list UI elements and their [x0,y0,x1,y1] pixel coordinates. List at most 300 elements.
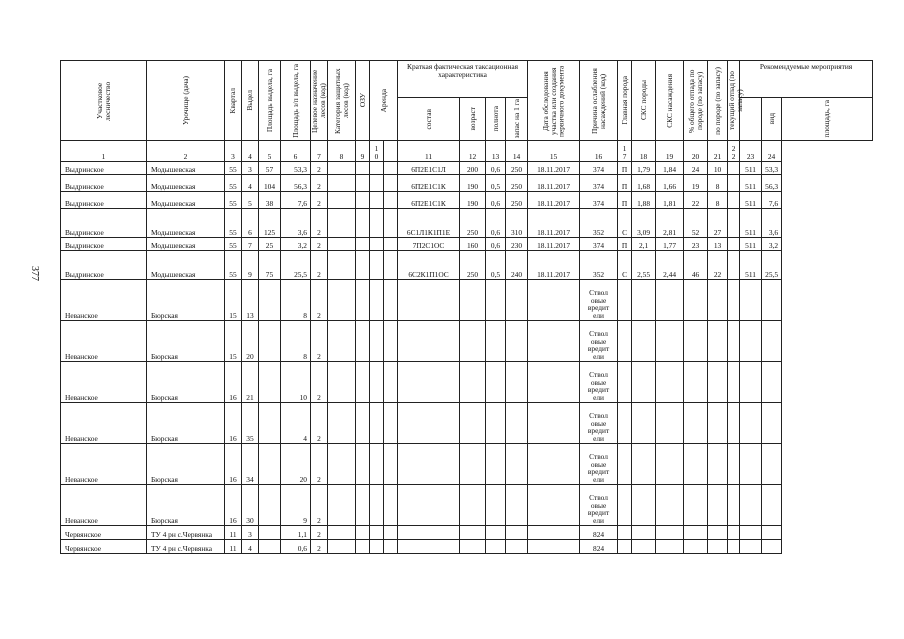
cell-c10b [384,162,398,175]
cell-c10b [384,209,398,238]
cell-c17: П [618,162,632,175]
header-vozrast: возраст [460,98,486,141]
cell-c7: 2 [311,485,328,526]
cell-c17 [618,403,632,444]
cell-c14: 310 [506,209,528,238]
cell-c15 [528,485,580,526]
cell-c9 [356,238,370,251]
column-number: 20 [684,141,708,162]
forest-pathology-table [60,60,873,554]
cell-c10 [370,444,384,485]
cell-c20: 23 [684,238,708,251]
table-row [61,321,873,362]
header-sks-porody: СКС породы [632,61,656,141]
cell-c19 [656,540,684,554]
cell-c6: 10 [281,362,311,403]
header-arenda: Аренда [370,61,398,141]
column-number: 19 [656,141,684,162]
cell-c21 [708,362,728,403]
cell-c9 [356,251,370,280]
cell-c20 [684,485,708,526]
cell-c9 [356,175,370,192]
cell-c24: 25,5 [762,251,782,280]
cell-c9 [356,192,370,209]
cell-c13 [486,540,506,554]
cell-c13: 0,6 [486,209,506,238]
cell-c6: 4 [281,403,311,444]
column-number: 16 [580,141,618,162]
cell-c21 [708,485,728,526]
cell-c3: 55 [225,238,242,251]
cell-c10 [370,526,384,540]
cell-c18 [632,403,656,444]
cell-c10 [370,485,384,526]
cell-c13 [486,280,506,321]
cell-c5: 38 [259,192,281,209]
cell-c5 [259,485,281,526]
cell-c16: 374 [580,162,618,175]
cell-c16: 824 [580,540,618,554]
cell-c10 [370,238,384,251]
header-vid: вид [762,98,782,141]
cell-c16: 374 [580,175,618,192]
cell-c5: 125 [259,209,281,238]
cell-c3: 11 [225,526,242,540]
cell-c21: 27 [708,209,728,238]
cell-c20 [684,362,708,403]
cell-c3: 55 [225,162,242,175]
cell-c18 [632,485,656,526]
cell-c24: 7,6 [762,192,782,209]
cell-c20: 52 [684,209,708,238]
table-header [61,61,873,162]
cell-c2: Модышевская [147,175,225,192]
cell-c21: 8 [708,192,728,209]
cell-c18 [632,321,656,362]
cell-c14 [506,362,528,403]
cell-c14 [506,485,528,526]
cell-c6: 56,3 [281,175,311,192]
cell-c4: 9 [242,251,259,280]
cell-c4: 3 [242,162,259,175]
header-porody: Главная порода [618,61,632,141]
cell-c1: Неванское [61,485,147,526]
cell-c23 [740,526,762,540]
cell-c15 [528,526,580,540]
cell-c12: 250 [460,209,486,238]
cell-c23 [740,540,762,554]
cell-c11 [398,362,460,403]
cell-c20 [684,403,708,444]
cell-c24: 53,3 [762,162,782,175]
cell-c10 [370,209,384,238]
cell-c12 [460,362,486,403]
cell-c19 [656,403,684,444]
cell-c9 [356,162,370,175]
cell-c4: 21 [242,362,259,403]
cell-c3: 15 [225,280,242,321]
cell-c3: 55 [225,251,242,280]
cell-c5: 57 [259,162,281,175]
cell-c22 [728,280,740,321]
column-number: 1 [61,141,147,162]
header-ploshad-zp: Площадь з/п выдела, га [281,61,311,141]
cell-c12: 160 [460,238,486,251]
cell-c21 [708,540,728,554]
cell-c15 [528,321,580,362]
cell-c24 [762,321,782,362]
cell-c19: 2,44 [656,251,684,280]
cell-c7: 2 [311,175,328,192]
cell-c6: 8 [281,321,311,362]
cell-c18 [632,444,656,485]
cell-c17 [618,444,632,485]
column-number: 8 [328,141,356,162]
table-row [61,209,873,238]
cell-c19 [656,321,684,362]
cell-c18 [632,280,656,321]
cell-c6: 7,6 [281,192,311,209]
cell-c10 [370,321,384,362]
table-row [61,162,873,175]
cell-c8 [328,362,356,403]
cell-c8 [328,444,356,485]
cell-c24 [762,280,782,321]
cell-c3: 16 [225,403,242,444]
cell-c11 [398,321,460,362]
cell-c4: 3 [242,526,259,540]
cell-c1: Неванское [61,321,147,362]
column-number: 14 [506,141,528,162]
cell-c18: 1,68 [632,175,656,192]
cell-c16: Ствол овые вредит ели [580,444,618,485]
cell-c3: 11 [225,540,242,554]
cell-c4: 34 [242,444,259,485]
cell-c8 [328,403,356,444]
cell-c5 [259,526,281,540]
cell-c13 [486,362,506,403]
table-body [61,162,873,554]
cell-c5 [259,280,281,321]
cell-c5 [259,444,281,485]
column-number: 13 [486,141,506,162]
header-zapas: запас на 1 га [506,98,528,141]
cell-c10b [384,526,398,540]
cell-c6: 1,1 [281,526,311,540]
cell-c13 [486,526,506,540]
cell-c22 [728,175,740,192]
cell-c22 [728,362,740,403]
cell-c17: С [618,251,632,280]
cell-c19: 1,66 [656,175,684,192]
cell-c12 [460,321,486,362]
cell-c8 [328,321,356,362]
cell-c22 [728,444,740,485]
cell-c13 [486,321,506,362]
header-data-obsled: Дата обследования участка или создания первичного документа [528,61,580,141]
cell-c23 [740,403,762,444]
cell-c17 [618,485,632,526]
cell-c11: 6С1Л1К1П1Е [398,209,460,238]
header-procent-otpada: % общего отпада по породе (по запасу) [684,61,708,141]
cell-c1: Червянское [61,540,147,554]
cell-c23: 511 [740,251,762,280]
cell-c24: 56,3 [762,175,782,192]
cell-c10b [384,444,398,485]
cell-c16: 374 [580,238,618,251]
cell-c23: 511 [740,238,762,251]
cell-c24 [762,403,782,444]
cell-c7: 2 [311,251,328,280]
page-number: 377 [29,266,40,281]
cell-c24 [762,526,782,540]
cell-c18 [632,526,656,540]
column-number-row [61,141,873,162]
cell-c1: Неванское [61,444,147,485]
cell-c10 [370,280,384,321]
cell-c3: 16 [225,362,242,403]
header-polnota: полнота [486,98,506,141]
cell-c10b [384,238,398,251]
table-row [61,444,873,485]
cell-c11: 6П2Е1С1К [398,175,460,192]
table-row [61,485,873,526]
cell-c12 [460,485,486,526]
cell-c7: 2 [311,162,328,175]
cell-c21 [708,526,728,540]
cell-c6: 20 [281,444,311,485]
cell-c13 [486,403,506,444]
cell-c16: 352 [580,251,618,280]
cell-c6: 53,3 [281,162,311,175]
cell-c4: 5 [242,192,259,209]
header-kategoriya: Категория защитных лесов (код) [328,61,356,141]
cell-c9 [356,362,370,403]
cell-c12 [460,540,486,554]
table-row [61,192,873,209]
cell-c3: 55 [225,192,242,209]
cell-c11 [398,403,460,444]
cell-c18: 1,79 [632,162,656,175]
cell-c13: 0,6 [486,192,506,209]
cell-c21: 10 [708,162,728,175]
column-number: 3 [225,141,242,162]
cell-c8 [328,162,356,175]
cell-c16: 824 [580,526,618,540]
cell-c22 [728,162,740,175]
cell-c22 [728,403,740,444]
cell-c1: Неванское [61,280,147,321]
column-number: 5 [259,141,281,162]
cell-c13 [486,485,506,526]
cell-c23: 511 [740,162,762,175]
cell-c17 [618,540,632,554]
cell-c15 [528,444,580,485]
cell-c7: 2 [311,403,328,444]
cell-c21 [708,403,728,444]
cell-c9 [356,403,370,444]
cell-c15: 18.11.2017 [528,238,580,251]
cell-c17: П [618,192,632,209]
cell-c8 [328,280,356,321]
cell-c4: 6 [242,209,259,238]
table-row [61,540,873,554]
cell-c8 [328,192,356,209]
cell-c16: Ствол овые вредит ели [580,362,618,403]
cell-c15: 18.11.2017 [528,251,580,280]
header-ploshad-vydela: Площадь выдела, га [259,61,281,141]
header-rekomendovannye-group: Рекомендуемые мероприятия [740,61,873,98]
column-number: 9 [356,141,370,162]
cell-c24 [762,540,782,554]
cell-c15 [528,362,580,403]
cell-c22 [728,209,740,238]
cell-c7: 2 [311,362,328,403]
cell-c5: 104 [259,175,281,192]
cell-c14: 240 [506,251,528,280]
table-row [61,175,873,192]
table-row [61,403,873,444]
cell-c11: 6П2Е1С1Л [398,162,460,175]
cell-c23 [740,321,762,362]
cell-c9 [356,444,370,485]
cell-c14 [506,280,528,321]
cell-c16: Ствол овые вредит ели [580,403,618,444]
header-lesnichestvo: Участковое лесничество [61,61,147,141]
cell-c20 [684,280,708,321]
cell-c11 [398,526,460,540]
cell-c10b [384,540,398,554]
cell-c15: 18.11.2017 [528,162,580,175]
cell-c17 [618,321,632,362]
cell-c23: 511 [740,209,762,238]
cell-c23 [740,280,762,321]
cell-c8 [328,251,356,280]
cell-c17 [618,362,632,403]
cell-c11 [398,280,460,321]
cell-c19 [656,485,684,526]
cell-c12 [460,526,486,540]
cell-c10 [370,403,384,444]
cell-c7: 2 [311,321,328,362]
column-number: 23 [740,141,762,162]
cell-c7: 2 [311,238,328,251]
cell-c15 [528,540,580,554]
cell-c3: 15 [225,321,242,362]
table-row [61,238,873,251]
column-number: 2 2 [728,141,740,162]
header-ploshad-ga: площадь, га [782,98,873,141]
cell-c17: П [618,175,632,192]
cell-c12 [460,444,486,485]
cell-c16: Ствол овые вредит ели [580,485,618,526]
cell-c10b [384,192,398,209]
cell-c24: 3,6 [762,209,782,238]
cell-c4: 4 [242,175,259,192]
cell-c23: 511 [740,192,762,209]
column-number: 21 [708,141,728,162]
cell-c5 [259,403,281,444]
cell-c20: 22 [684,192,708,209]
cell-c14: 230 [506,238,528,251]
cell-c9 [356,321,370,362]
cell-c14: 250 [506,175,528,192]
cell-c4: 7 [242,238,259,251]
cell-c10b [384,403,398,444]
table-row [61,251,873,280]
cell-c17 [618,280,632,321]
column-number: 15 [528,141,580,162]
cell-c2: Модышевская [147,209,225,238]
cell-c14: 250 [506,192,528,209]
cell-c4: 13 [242,280,259,321]
header-prichina: Причина ослабления насаждений (код) [580,61,618,141]
cell-c22 [728,321,740,362]
cell-c10b [384,362,398,403]
cell-c14 [506,321,528,362]
cell-c2: Бюрская [147,444,225,485]
cell-c2: Модышевская [147,192,225,209]
cell-c7: 2 [311,526,328,540]
cell-c23 [740,362,762,403]
cell-c8 [328,209,356,238]
cell-c2: ТУ 4 рн с.Червянка [147,526,225,540]
column-number: 11 [398,141,460,162]
cell-c10b [384,280,398,321]
cell-c6: 3,2 [281,238,311,251]
cell-c24 [762,485,782,526]
cell-c20 [684,540,708,554]
cell-c1: Выдринское [61,192,147,209]
cell-c24 [762,362,782,403]
cell-c18: 3,09 [632,209,656,238]
cell-c2: Бюрская [147,321,225,362]
cell-c9 [356,209,370,238]
cell-c21 [708,444,728,485]
cell-c5 [259,540,281,554]
cell-c9 [356,485,370,526]
cell-c11 [398,444,460,485]
cell-c21 [708,321,728,362]
header-taksaciya-group: Краткая фактическая таксационная характеристика [398,61,528,98]
cell-c7: 2 [311,444,328,485]
cell-c24 [762,444,782,485]
cell-c15: 18.11.2017 [528,209,580,238]
cell-c1: Выдринское [61,175,147,192]
cell-c21: 13 [708,238,728,251]
cell-c15: 18.11.2017 [528,192,580,209]
cell-c13: 0,6 [486,238,506,251]
cell-c13 [486,444,506,485]
cell-c2: Модышевская [147,251,225,280]
table-row [61,280,873,321]
cell-c12: 190 [460,192,486,209]
cell-c21: 8 [708,175,728,192]
cell-c5: 25 [259,238,281,251]
cell-c20 [684,526,708,540]
cell-c10b [384,485,398,526]
header-sostav: состав [398,98,460,141]
cell-c2: ТУ 4 рн с.Червянка [147,540,225,554]
header-otpad-po-porode: по породе (по запасу) [708,61,728,141]
cell-c11 [398,485,460,526]
cell-c18: 1,88 [632,192,656,209]
cell-c18 [632,540,656,554]
cell-c23 [740,444,762,485]
cell-c18: 2,55 [632,251,656,280]
table-row [61,362,873,403]
cell-c6: 25,5 [281,251,311,280]
